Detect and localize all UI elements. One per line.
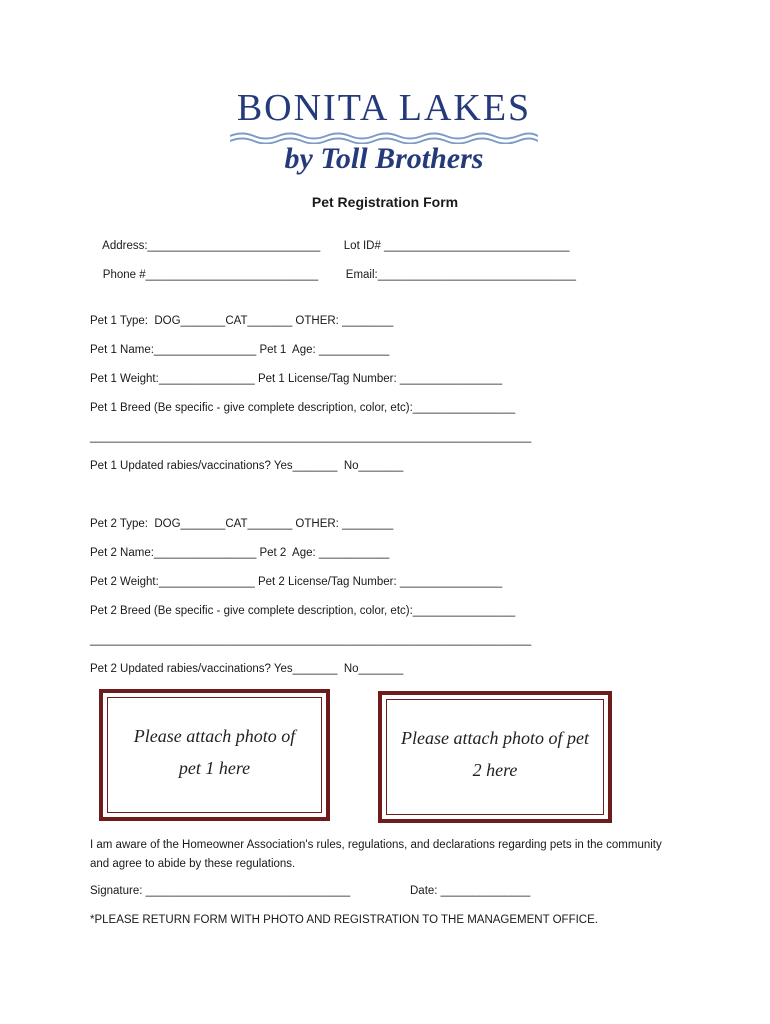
- logo-subtitle: by Toll Brothers: [284, 142, 484, 175]
- email-row: [333, 257, 576, 293]
- pet1-photo-text-line1: Please attach photo of: [133, 726, 296, 746]
- pet2-breed-line[interactable]: _____________________________________________________________________: [90, 634, 532, 646]
- pet2-photo-frame: [386, 699, 604, 815]
- pet2-photo-box[interactable]: [378, 691, 612, 823]
- pet2-breed-field[interactable]: Pet 2 Breed (Be specific - give complete description, color, etc):________________: [90, 605, 516, 617]
- pet2-name-age-field[interactable]: Pet 2 Name:________________ Pet 2 Age: ___________: [90, 547, 390, 559]
- pet2-vaccinations-field[interactable]: Pet 2 Updated rabies/vaccinations? Yes_______ No_______: [90, 663, 404, 675]
- agreement-statement: I am aware of the Homeowner Association's rules, regulations, and declarations regarding pets in the community and agree to abide by these regulations.: [90, 839, 662, 870]
- return-note: *PLEASE RETURN FORM WITH PHOTO AND REGISTRATION TO THE MANAGEMENT OFFICE.: [90, 914, 598, 926]
- pet2-photo-text-line2: 2 here: [472, 760, 518, 780]
- pet2-photo-text-line1: Please attach photo of pet: [401, 728, 589, 748]
- date-field[interactable]: Date: ______________: [410, 885, 531, 897]
- pet1-weight-tag-field[interactable]: Pet 1 Weight:_______________ Pet 1 License/Tag Number: ________________: [90, 373, 503, 385]
- form-title: Pet Registration Form: [311, 194, 459, 210]
- phone-row: [90, 257, 318, 293]
- pet2-type-field[interactable]: Pet 2 Type: DOG_______CAT_______ OTHER: ________: [90, 518, 394, 530]
- pet2-weight-tag-field[interactable]: Pet 2 Weight:_______________ Pet 2 License/Tag Number: ________________: [90, 576, 503, 588]
- phone-field[interactable]: Phone #___________________________: [102, 269, 319, 281]
- lot-id-field[interactable]: Lot ID# _____________________________: [343, 240, 570, 252]
- pet1-photo-text-line2: pet 1 here: [178, 758, 251, 778]
- pet1-breed-field[interactable]: Pet 1 Breed (Be specific - give complete description, color, etc):________________: [90, 402, 516, 414]
- signature-field[interactable]: Signature: ________________________________: [90, 885, 351, 897]
- pet1-breed-line[interactable]: _____________________________________________________________________: [90, 431, 532, 443]
- pet1-photo-frame: [107, 697, 322, 813]
- email-field[interactable]: Email:_______________________________: [345, 269, 577, 281]
- pet1-vaccinations-field[interactable]: Pet 1 Updated rabies/vaccinations? Yes_______ No_______: [90, 460, 404, 472]
- address-field[interactable]: Address:___________________________: [102, 240, 321, 252]
- pet1-type-field[interactable]: Pet 1 Type: DOG_______CAT_______ OTHER: ________: [90, 315, 394, 327]
- logo-title: BONITA LAKES: [236, 87, 532, 129]
- pet1-name-age-field[interactable]: Pet 1 Name:________________ Pet 1 Age: ___________: [90, 344, 390, 356]
- bonita-lakes-logo: [222, 86, 546, 178]
- pet1-photo-box[interactable]: [99, 689, 330, 821]
